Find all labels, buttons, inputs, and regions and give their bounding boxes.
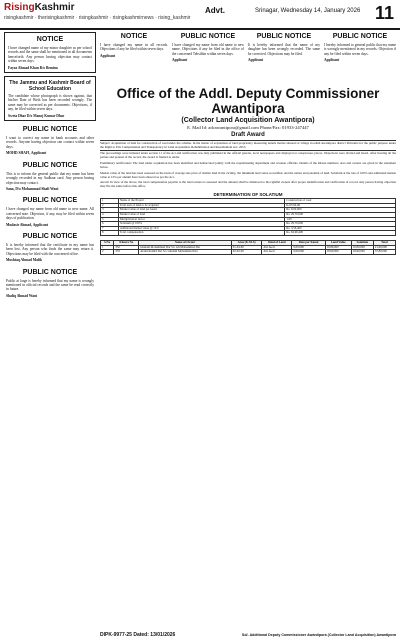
notice-4 <box>4 160 96 193</box>
paragraph-3: Market value of the land has been assessed on the basis of average sale price of similar land in the vicinity, the minimum land value as notified, and the nature and potential of land. Solatium at the rate of 100% and additional market value at 12% per annum have been allowed as per the Act. <box>100 170 396 179</box>
footer-bar <box>100 630 396 640</box>
notice-body: I have changed my name from old name to new name. All concerned note. Objection, if any, may be filed within seven days of publication. <box>6 207 94 221</box>
award-label: Draft Award <box>231 132 265 138</box>
summary-cell: Market value of land per kanal <box>118 208 285 213</box>
owners-cell: 37,80,000 <box>373 250 395 255</box>
owners-cell: 18,90,000 <box>325 250 351 255</box>
summary-cell: K-03 M-06 <box>285 203 396 208</box>
owners-header-cell: Area (K-M-S) <box>231 241 262 246</box>
notice-sign: Mushtaq Ahmad Malik <box>6 258 42 263</box>
office-subtitle: (Collector Land Acquisition Awantipora) <box>181 117 315 124</box>
summary-cell: 2 <box>101 203 119 208</box>
notice-1 <box>4 32 96 73</box>
summary-cell: Rs. 62,96,400 <box>285 231 396 236</box>
award-notice <box>100 84 396 636</box>
page-number: 11 <box>374 3 394 23</box>
notice-sign: Fayaz Ahmad Khan R/o Bemina <box>8 65 58 70</box>
owners-header-cell: Total <box>373 241 395 246</box>
notice-sign: MOHD SHAFI, Applicant <box>6 151 47 156</box>
notice-5 <box>4 195 96 228</box>
summary-cell: 3 <box>101 208 119 213</box>
owners-header-cell: Kind of Land <box>262 241 292 246</box>
notice-sign: Mudasir Ahmad, Applicant <box>6 222 48 227</box>
notice-title: PUBLIC NOTICE <box>22 232 78 240</box>
signatory: Sd/- Additional Deputy Commissioner Awantipora (Collector Land Acquisition) Awantipora <box>241 633 396 637</box>
notice-body: It is hereby informed that the name of my daughter has been wrongly recorded. The same be corrected. Objections may be filed. <box>248 43 320 56</box>
summary-cell: 5 <box>101 217 119 222</box>
summary-cell: Rs. 29,70,000 <box>285 213 396 218</box>
owners-cell: 01-04-00 <box>231 245 262 250</box>
paper-name-dark: Kashmir <box>34 2 75 13</box>
summary-cell: Rs. 3,56,400 <box>285 226 396 231</box>
summary-cell: Solatium @ 100% <box>118 222 285 227</box>
notice-body: I hereby informed to general public that my name is wrongly mentioned in my records. Objection if any be filed within seven days. <box>324 43 396 56</box>
notice-title: PUBLIC NOTICE <box>180 33 236 40</box>
summary-cell: Multiplication factor <box>118 217 285 222</box>
owners-cell: 332 <box>114 245 139 250</box>
owners-header-cell: Name of Owner <box>139 241 231 246</box>
notice-sign: Sana, D/o Mohammad Shafi Wani <box>6 186 59 191</box>
contact-line: E. Mail Id: adcawantipora@gmail.com Phone/Fax: 01933-247447 <box>187 125 309 130</box>
notice-body: This is to inform the general public that my name has been wrongly recorded in my Aadhaar card. Any person having objection may contact. <box>6 171 94 185</box>
paragraph-1: The proceedings were initiated under section 11 of the Act and notification was duly published in the official gazette, local newspapers and displayed at conspicuous places. Objections were invited and heard. After hearing all the parties and perusal of the record, the award is framed as under. <box>100 151 396 159</box>
intro-paragraph: Subject: Acquisition of land for construction of road under the scheme. In the matter of acquisition of land proprietary measuring kanals marlas situated at village in tehsil Awantipora district Pulwama for the public purpose under the Right to Fair Compensation and Transparency in Land Acquisition, Rehabilitation and Resettlement Act, 2013. <box>100 140 396 149</box>
owners-header-cell: Rate per Kanal <box>292 241 325 246</box>
social-handles: risingkashmir · therisingkashmir · risingkashmir · risingkashmirnews · rising_kashmir <box>4 15 191 21</box>
paragraph-4: Award: In view of the above, the total compensation payable to the land owners is assessed and the amount shall be disbursed to the rightful owners after proper identification and verification of record. Any person having objection may file the same before this office. <box>100 180 396 189</box>
summary-cell: 7 <box>101 226 119 231</box>
notice-body: It is hereby informed that the certificate in my name has been lost. Any person who finds the same may return it. Objections may be filed with the concerned office. <box>6 242 94 256</box>
owners-cell: 9,00,000 <box>292 250 325 255</box>
masthead <box>0 0 400 30</box>
notice-title: PUBLIC NOTICE <box>332 33 388 40</box>
notice-6 <box>4 231 96 264</box>
owners-header-cell: S.No <box>101 241 114 246</box>
summary-cell: 1.00 <box>285 217 396 222</box>
owners-cell: Abi Awal <box>262 245 292 250</box>
owners-cell: 9,00,000 <box>292 245 325 250</box>
summary-cell: 1 <box>101 199 119 204</box>
owners-cell: 2 <box>101 250 114 255</box>
notice-title: The Jammu and Kashmir Board of School Education <box>9 80 91 93</box>
top-notices-row <box>100 32 396 82</box>
paper-logo <box>4 2 75 13</box>
owners-cell: 1 <box>101 245 114 250</box>
notice-7 <box>4 267 96 300</box>
owners-table <box>100 240 396 255</box>
summary-cell: Construction of road <box>285 199 396 204</box>
notice-sign: Applicant <box>100 53 116 58</box>
notice-title: NOTICE <box>120 33 148 40</box>
owners-cell: 02-02-00 <box>231 250 262 255</box>
summary-title: DETERMINATION OF SOLATIUM <box>213 192 283 198</box>
owners-cell: Abi Awal <box>262 250 292 255</box>
notice-2 <box>4 76 96 121</box>
summary-cell: Rs. 29,70,000 <box>285 222 396 227</box>
summary-cell: Total compensation <box>118 231 285 236</box>
notice-sign: Applicant <box>172 58 188 63</box>
summary-cell: 8 <box>101 231 119 236</box>
dipk-number: DIPK-9977-25 Dated: 13/01/2026 <box>100 632 176 638</box>
summary-cell: Additional market value @ 12% <box>118 226 285 231</box>
owners-cell: 21,60,000 <box>373 245 395 250</box>
notice-body: I have changed my name from old name to new name. Objections if any be filed in the office of the concerned Tehsildar within seven days. <box>172 43 244 56</box>
owners-cell: Ghulam Mohammad Dar S/o Ali Mohammad Dar <box>139 245 231 250</box>
date-line: Srinagar, Wednesday 14, January 2026 <box>255 8 361 14</box>
owners-header-cell: Solatium <box>351 241 373 246</box>
notice-title: PUBLIC NOTICE <box>22 161 78 169</box>
summary-cell: Name of the Project <box>118 199 285 204</box>
left-notices-column <box>4 32 96 302</box>
owners-cell: 10,80,000 <box>351 245 373 250</box>
summary-table <box>100 198 396 236</box>
top-notice-3 <box>248 32 320 82</box>
notice-sign: Shafiq Ahmad Wani <box>6 293 38 298</box>
notice-3 <box>4 124 96 157</box>
notice-body: Public at large is hereby informed that my name is wrongly mentioned in official records and the same be read correctly in future. <box>6 278 94 292</box>
summary-row <box>101 231 396 236</box>
notice-sign: Applicant <box>248 58 264 63</box>
advt-label: Advt. <box>205 6 225 15</box>
notice-sign: Applicant <box>324 58 340 63</box>
summary-cell: 4 <box>101 213 119 218</box>
owners-header-cell: Land Value <box>325 241 351 246</box>
notice-title: PUBLIC NOTICE <box>256 33 312 40</box>
notice-title: NOTICE <box>36 36 64 43</box>
notice-body: I have changed my name in all records. Objections if any be filed within seven days. <box>100 43 168 52</box>
summary-cell: Rs. 9,00,000 <box>285 208 396 213</box>
notice-title: PUBLIC NOTICE <box>22 268 78 276</box>
top-notice-1 <box>100 32 168 82</box>
notice-title: PUBLIC NOTICE <box>22 126 78 134</box>
office-title: Office of the Addl. Deputy Commissioner Awantipora <box>116 86 380 116</box>
notice-title: PUBLIC NOTICE <box>22 197 78 205</box>
table-row <box>101 250 396 255</box>
summary-cell: 6 <box>101 222 119 227</box>
top-notice-4 <box>324 32 396 82</box>
paper-name-red: Rising <box>4 2 35 13</box>
notice-body: The candidate whose photograph is shown against, that his/her Date of Birth has been recorded wrongly. The same may be corrected as per documents. Objections, if any, be filed within seven days. <box>8 94 92 112</box>
owners-cell: 18,90,000 <box>351 250 373 255</box>
top-notice-2 <box>172 32 244 82</box>
owners-cell: Abdul Rashid Dar S/o Ghulam Mohammad Dar <box>139 250 231 255</box>
owners-cell: 10,80,000 <box>325 245 351 250</box>
notice-sign: Sweta Dhar D/o Manoj Kumar Dhar <box>8 113 65 118</box>
owners-header-cell: Khasra No <box>114 241 139 246</box>
notice-body: I want to correct my name in bank accounts and other records. Anyone having objection can contact within seven days. <box>6 136 94 149</box>
owners-cell: 333 <box>114 250 139 255</box>
notice-body: I have changed name of my minor daughter as per school records and the same shall be mentioned in all documents henceforth. Any person having objection may contact within seven days. <box>8 46 92 64</box>
summary-cell: Total area of land to be acquired <box>118 203 285 208</box>
paragraph-2: Preliminary notification: The land under acquisition has been identified and demarcated jointly with the requisitioning department and revenue officials. Details of the khasra numbers, area and owners are given in the statement below. <box>100 160 396 169</box>
summary-cell: Market value of land <box>118 213 285 218</box>
